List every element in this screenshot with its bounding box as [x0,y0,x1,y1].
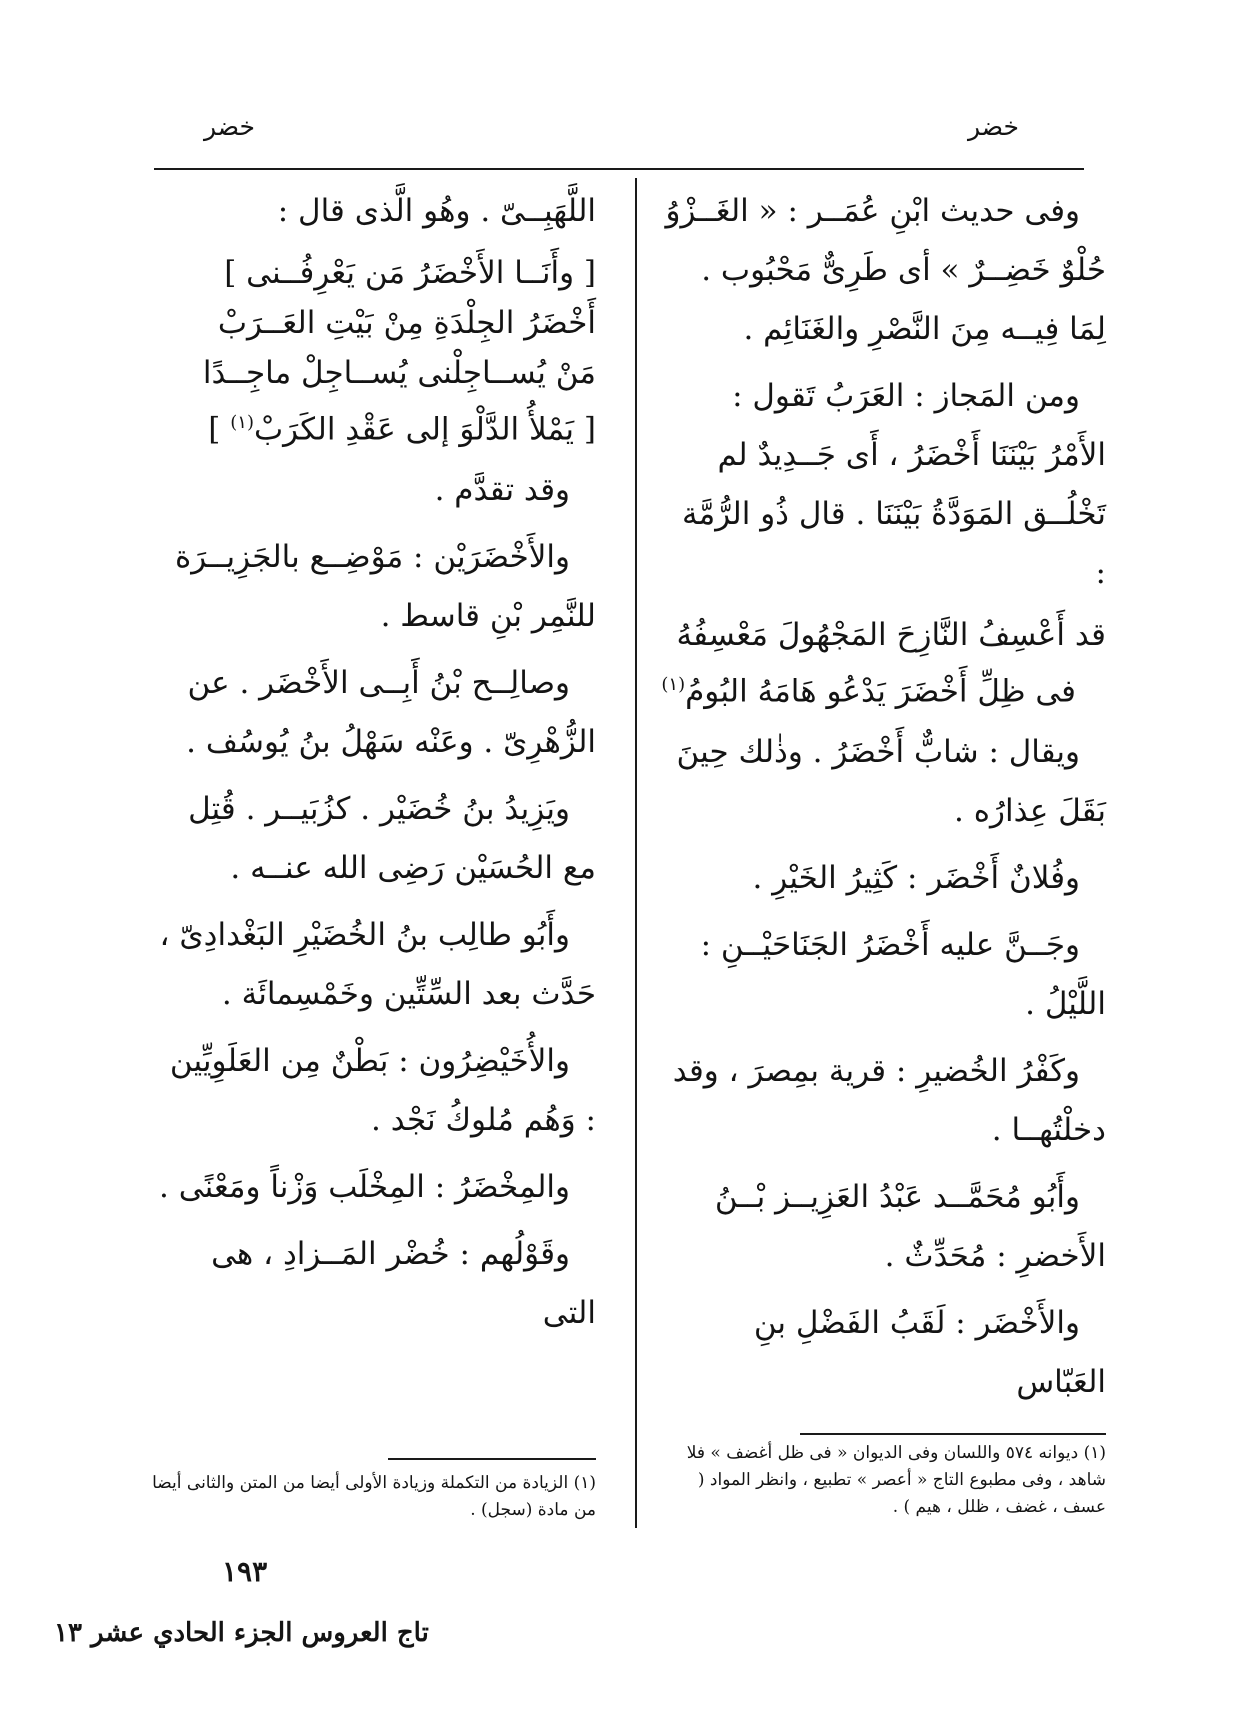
verse-line: فى ظِلِّ أَخْضَرَ يَدْعُو هَامَهُ البُومُ$^{(١)}$ [661,673,1076,710]
paragraph: وفى حديث ابْنِ عُمَــر : « الغَــزْوُ حُلْوٌ خَضِــرٌ » أى طَرِىٌّ مَحْبُوب . لِمَا فِيــه مِنَ النَّصْرِ والغَنَائِم . [665,193,1106,347]
page-number: ١٩٣ [222,1555,268,1588]
verse-line: أَخْضَرُ الجِلْدَةِ مِنْ بَيْتِ العَــرَبْ [217,305,596,341]
footnote-marker: (١) [661,674,686,695]
running-head-right: خضر [968,112,1019,141]
verse-line: قد أَعْسِفُ النَّازِحَ المَجْهُولَ مَعْسِفُهُ [676,617,1106,653]
running-head-left: خضر [204,112,255,141]
header-rule [154,168,1084,170]
paragraph: وصالِــح بْنُ أَبِــى الأَخْضَر . عن الزُّهْرِىّ . وعَنْه سَهْلُ بنُ يُوسُف . [186,665,596,761]
footnote-rule-right [800,1433,1106,1435]
paragraph: والأَخْضَرَيْن : مَوْضِــع بالجَزِيــرَة للنَّمِر بْنِ قاسط . [174,539,596,635]
verse-block [150,249,596,453]
footnote-right: (١) ديوانه ٥٧٤ واللسان وفى الديوان « فى ظل أغضف » فلا شاهد ، وفى مطبوع التاج « أعصر » تطبيع ، وانظر المواد ( عسف ، غضف ، ظلل ، هيم ) . [686,1443,1106,1517]
left-column [150,182,596,1343]
paragraph: وفُلانٌ أَخْضَر : كَثِيرُ الخَيْرِ . [752,860,1080,897]
paragraph: وأَبُو مُحَمَّــد عَبْدُ العَزِيــز بْــنُ الأَخضرِ : مُحَدِّثٌ . [714,1179,1106,1275]
footnote-left: (١) الزيادة من التكملة وزيادة الأولى أيضا من المتن والثانى أيضا من مادة (سجل) . [152,1473,596,1520]
paragraph: والأَخْضَر : لَقَبُ الفَضْلِ بنِ العَبّاس [753,1305,1106,1401]
paragraph: والأُخَيْضِرُون : بَطْنٌ مِن العَلَوِيِّين : وَهُم مُلوكُ نَجْد . [169,1043,596,1139]
paragraph: ويقال : شابٌّ أَخْضَرُ . وذٰلك حِينَ بَقَلَ عِذارُه . [676,734,1106,830]
paragraph: وقد تقدَّم . [434,472,570,509]
column-divider [635,178,637,1528]
paragraph: ويَزِيدُ بنُ خُضَيْر . كزُبَيــر . قُتِل مع الحُسَيْن رَضِى الله عنــه . [188,791,596,887]
verse-line: مَنْ يُســاجِلْنى يُســاجِلْ ماجِــدًا [202,355,596,391]
book-title: تاج العروس الجزء الحادي عشر ١٣ [54,1618,429,1648]
paragraph: وأَبُو طالِب بنُ الخُضَيْرِ البَغْدادِىّ ، حَدَّث بعد السِّتِّين وخَمْسِمائَة . [159,917,596,1013]
paragraph: وقَوْلُهم : خُضْر المَــزادِ ، هى التى [211,1236,596,1332]
footnote-rule-left [388,1458,596,1460]
right-column [661,182,1106,1412]
verse-line: [ يَمْلأُ الدَّلْوَ إلى عَقْدِ الكَرَبْ$^{(١)}$ ] [208,411,596,448]
paragraph: اللَّهَبِــىّ . وهُو الَّذى قال : [277,193,596,229]
footnote-marker: (١) [230,412,254,433]
verse-block [661,611,1106,715]
paragraph: والمِخْضَرُ : المِخْلَب وَزْناً ومَعْنًى . [159,1169,570,1206]
verse-line: [ وأَنَــا الأَخْضَرُ مَن يَعْرِفُــنى ] [224,255,596,291]
paragraph: ومن المَجاز : العَرَبُ تَقول : الأَمْرُ بَيْنَنَا أَخْضَرُ ، أَى جَــدِيدٌ لم تَخْلُــق المَوَدَّةُ بَيْنَنَا . قال ذُو الرُّمَّة : [681,378,1106,591]
paragraph: وكَفْرُ الخُضيرِ : قرية بمِصرَ ، وقد دخلْتُهــا . [672,1053,1106,1149]
paragraph: وجَــنَّ عليه أَخْضَرُ الجَنَاحَيْــنِ : اللَّيْلُ . [700,927,1106,1023]
